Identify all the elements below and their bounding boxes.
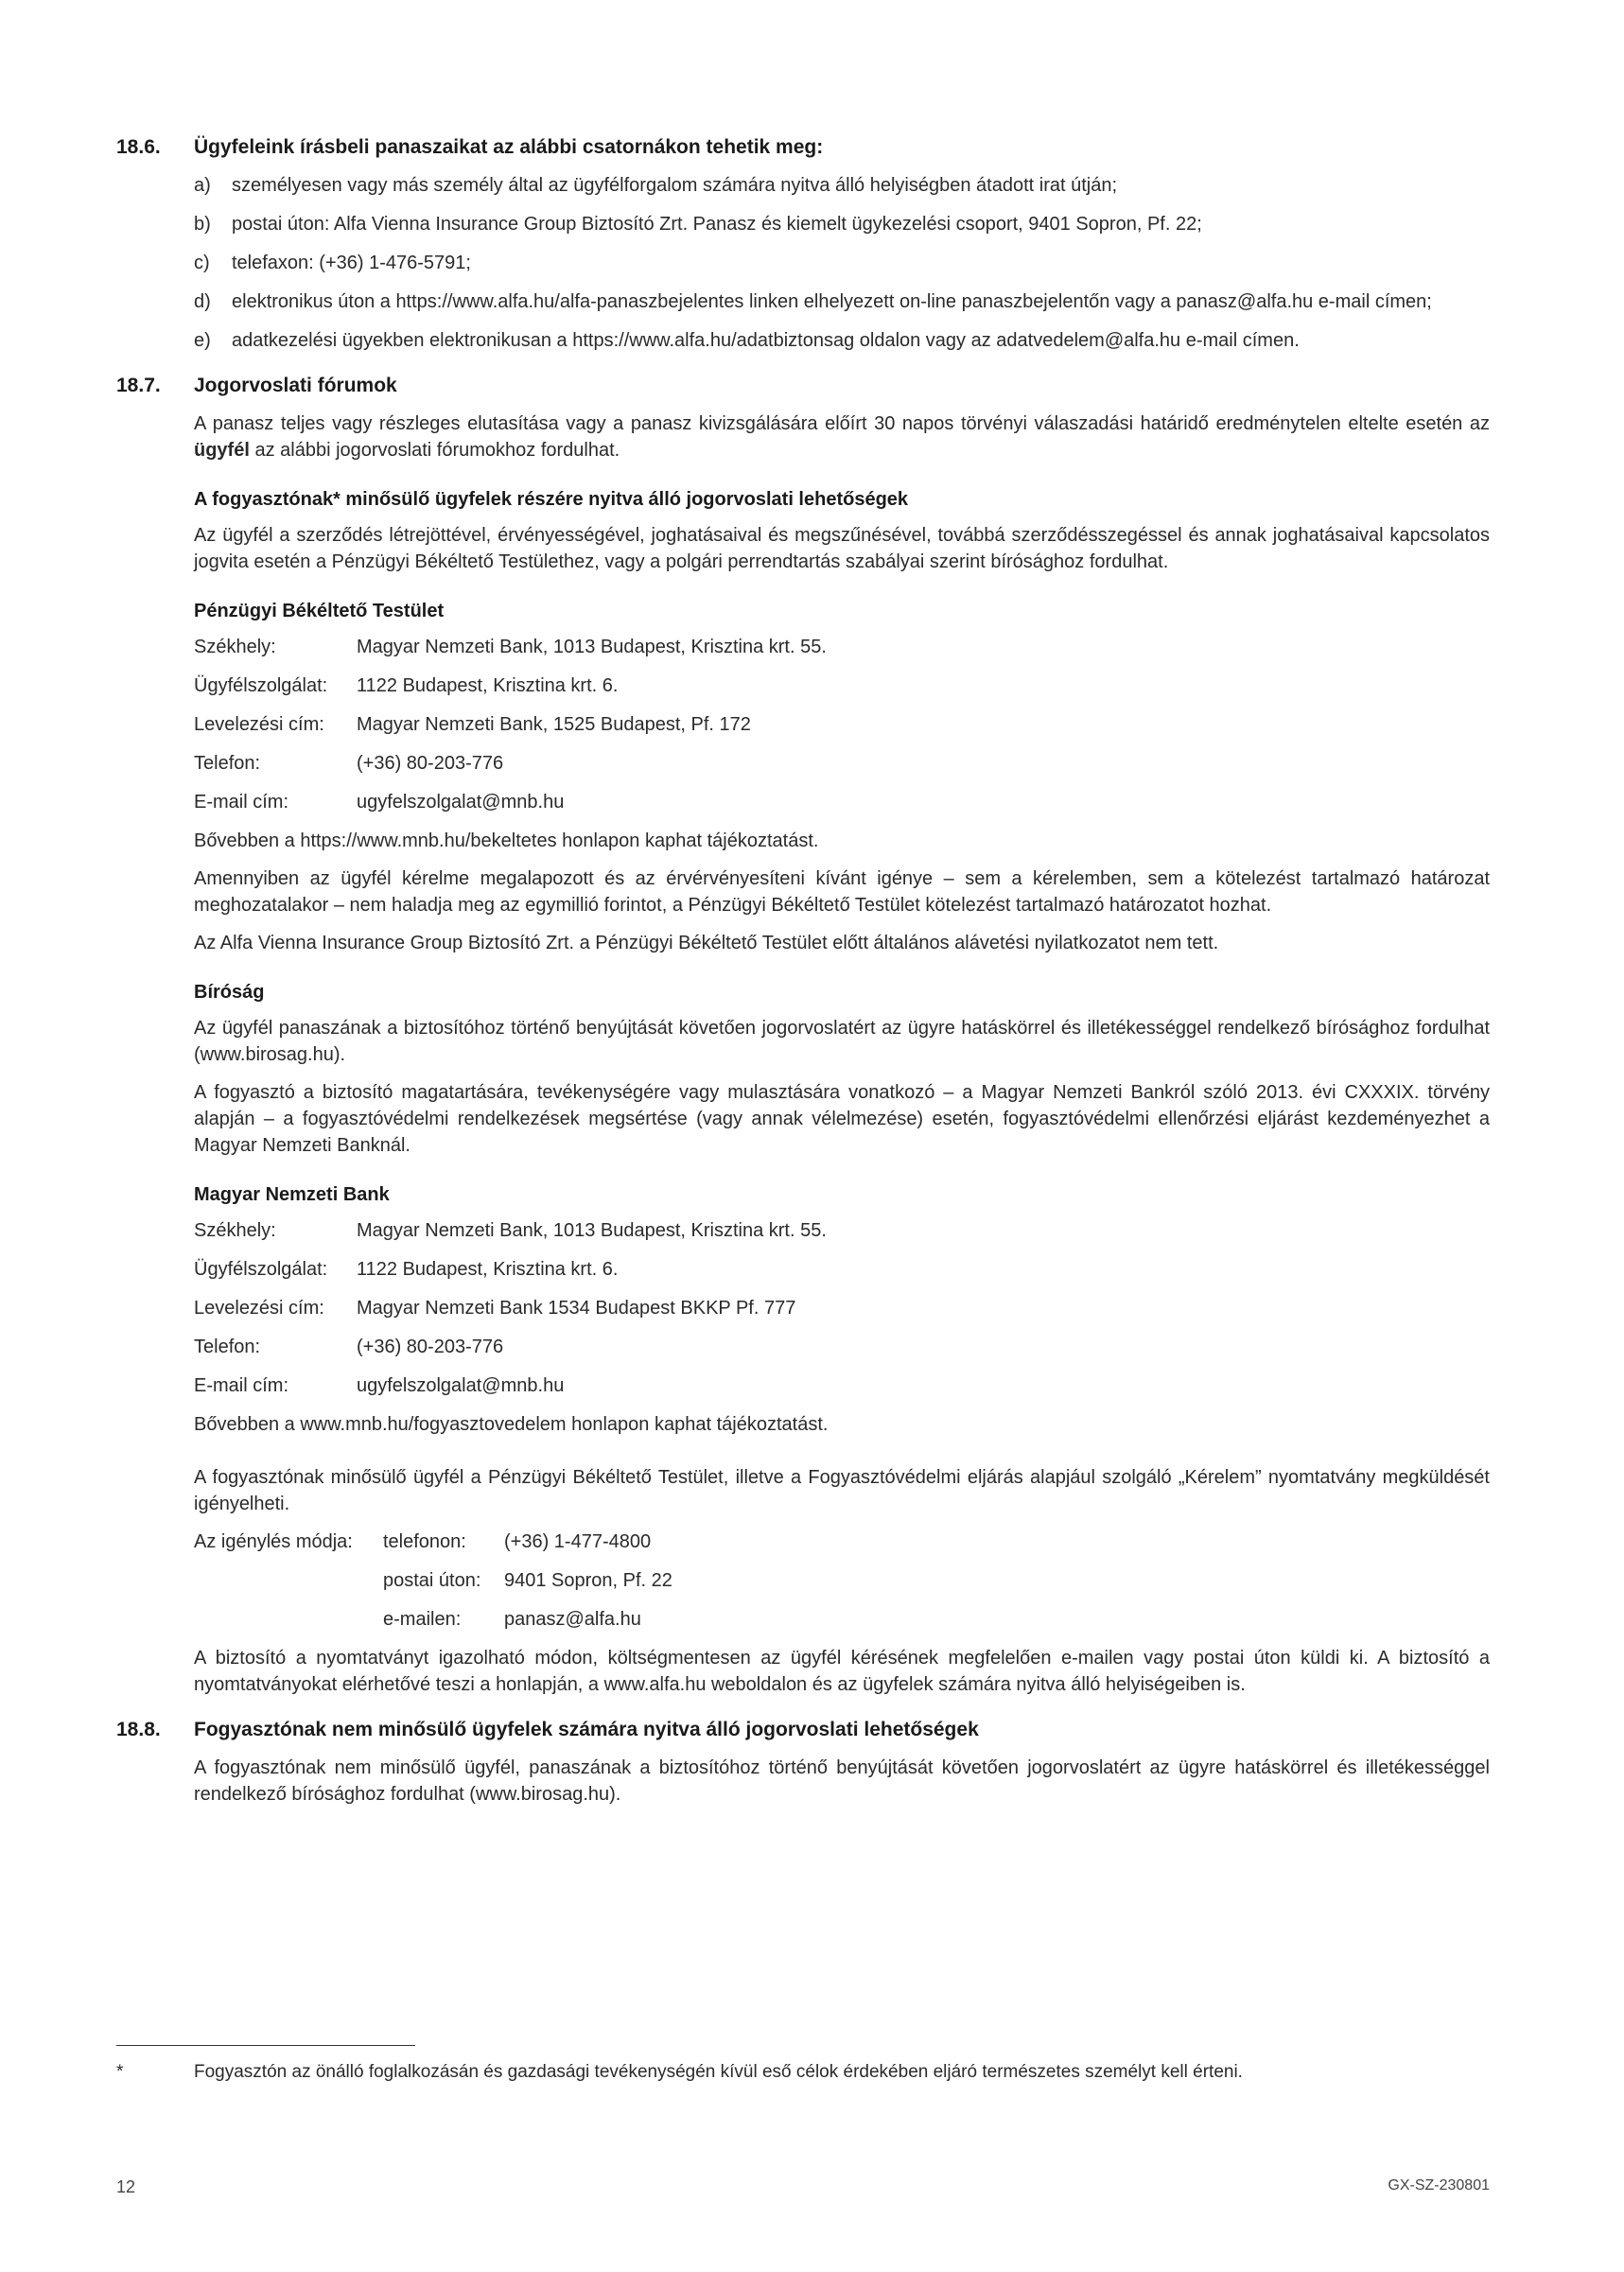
section-number: 18.8. xyxy=(116,1719,161,1740)
contact-value: Magyar Nemzeti Bank, 1013 Budapest, Krisztina krt. 55. xyxy=(357,1220,827,1241)
closing-paragraph: A biztosító a nyomtatványt igazolható módon, költségmentesen az ügyfél kérésének megfelelően e-mailen vagy postai úton küldi ki. A biztosító a nyomtatványokat elérhetővé teszi a honlapján, a www.alfa.hu weboldalon és az ügyfelek számára nyitva álló helyiségeiben is. xyxy=(194,1648,1490,1695)
pbt-contact-table xyxy=(194,634,1490,815)
contact-label: E-mail cím: xyxy=(194,1375,288,1396)
list-text: személyesen vagy más személy által az ügyfélforgalom számára nyitva álló helyiségben átadott irat útján; xyxy=(232,175,1118,196)
request-method: telefonon: xyxy=(383,1531,466,1552)
request-value: 9401 Sopron, Pf. 22 xyxy=(504,1570,672,1591)
list-letter: a) xyxy=(194,175,211,196)
section-18-7-body xyxy=(194,411,1490,1698)
contact-value: ugyfelszolgalat@mnb.hu xyxy=(357,1375,565,1396)
list-text: postai úton: Alfa Vienna Insurance Group Biztosító Zrt. Panasz és kiemelt ügykezelési csoport, 9401 Sopron, Pf. 22; xyxy=(232,214,1202,235)
contact-label: Levelezési cím: xyxy=(194,714,324,735)
court-heading: Bíróság xyxy=(194,982,265,1003)
contact-label: Székhely: xyxy=(194,637,276,657)
contact-value: (+36) 80-203-776 xyxy=(357,753,504,774)
request-value: panasz@alfa.hu xyxy=(504,1609,641,1630)
section-18-8-heading xyxy=(116,1717,1490,1743)
court-paragraph-2: A fogyasztó a biztosító magatartására, tevékenységére vagy mulasztására vonatkozó – a Magyar Nemzeti Bankról szóló 2013. évi CXXXIX. törvény alapján – a fogyasztóvédelmi rendelkezések megsértése (vagy annak vélelmezése) esetén, fogyasztóvédelmi ellenőrzési eljárást kezdeményezhet a Magyar Nemzeti Banknál. xyxy=(194,1082,1490,1156)
section-18-8-text: A fogyasztónak nem minősülő ügyfél, panaszának a biztosítóhoz történő benyújtását követően jogorvoslatért az ügyre hatáskörrel és illetékességgel rendelkező bírósághoz fordulhat (www.birosag.hu). xyxy=(194,1757,1490,1805)
contact-value: 1122 Budapest, Krisztina krt. 6. xyxy=(357,675,619,696)
pbt-heading: Pénzügyi Békéltető Testület xyxy=(194,601,445,621)
request-value: (+36) 1-477-4800 xyxy=(504,1531,652,1552)
contact-row xyxy=(194,1334,1490,1360)
mnb-heading: Magyar Nemzeti Bank xyxy=(194,1184,390,1205)
contact-row xyxy=(194,711,1490,738)
list-letter: c) xyxy=(194,253,210,273)
form-request-paragraph: A fogyasztónak minősülő ügyfél a Pénzügyi Békéltető Testület, illetve a Fogyasztóvédelmi eljárás alapjául szolgáló „Kérelem” nyomtatvány megküldését igényelheti. xyxy=(194,1467,1490,1514)
list-text: elektronikus úton a https://www.alfa.hu/alfa-panaszbejelentes linken elhelyezett on-line panaszbejelentőn vagy a panasz@alfa.hu e-mail címen; xyxy=(232,291,1432,312)
mnb-contact-table xyxy=(194,1217,1490,1399)
request-method: postai úton: xyxy=(383,1570,481,1591)
list-text: adatkezelési ügyekben elektronikusan a https://www.alfa.hu/adatbiztonsag oldalon vagy az adatvedelem@alfa.hu e-mail címen. xyxy=(232,330,1300,351)
footnote-text: Fogyasztón az önálló foglalkozásán és gazdasági tevékenységén kívül eső célok érdekében eljáró természetes személyt kell érteni. xyxy=(194,2062,1243,2082)
complaint-channels-list xyxy=(194,172,1490,354)
contact-value: Magyar Nemzeti Bank 1534 Budapest BKKP Pf. 777 xyxy=(357,1298,796,1319)
document-code: GX-SZ-230801 xyxy=(1388,2177,1490,2193)
list-text: telefaxon: (+36) 1-476-5791; xyxy=(232,253,471,273)
request-label: Az igénylés módja: xyxy=(194,1531,353,1552)
consumer-remedies-text: Az ügyfél a szerződés létrejöttével, érvényességével, joghatásaival és megszűnésével, továbbá szerződésszegéssel és annak joghatásaival kapcsolatos jogvita esetén a Pénzügyi Békéltető Testülethez, vagy a polgári perrendtartás szabályai szerint bírósághoz fordulhat. xyxy=(194,525,1490,572)
pbt-paragraph-1: Amennyiben az ügyfél kérelme megalapozott és az érvérvényesíteni kívánt igénye – sem a kérelemben, sem a kötelezést tartalmazó határozat meghozatalakor – nem haladja meg az egymillió forintot, a Pénzügyi Békéltető Testület kötelezést tartalmazó határozatot hozhat. xyxy=(194,868,1490,916)
request-method: e-mailen: xyxy=(383,1609,462,1630)
contact-label: Levelezési cím: xyxy=(194,1298,324,1319)
contact-row xyxy=(194,750,1490,777)
section-18-6-heading xyxy=(116,134,1490,161)
contact-row xyxy=(194,1295,1490,1321)
intro-paragraph xyxy=(194,411,1490,463)
section-18-7-heading xyxy=(116,373,1490,399)
list-item xyxy=(194,288,1490,315)
section-title: Fogyasztónak nem minősülő ügyfelek számára nyitva álló jogorvoslati lehetőségek xyxy=(194,1719,979,1740)
page-content xyxy=(116,134,1490,1819)
list-letter: e) xyxy=(194,330,211,351)
footnote-divider xyxy=(116,2045,415,2046)
footnote xyxy=(116,2060,1490,2085)
contact-value: ugyfelszolgalat@mnb.hu xyxy=(357,792,565,813)
intro-bold: ügyfél xyxy=(194,440,250,461)
contact-label: Telefon: xyxy=(194,1337,261,1357)
court-paragraph-1: Az ügyfél panaszának a biztosítóhoz történő benyújtását követően jogorvoslatért az ügyre hatáskörrel és illetékességgel rendelkező bírósághoz fordulhat (www.birosag.hu). xyxy=(194,1018,1490,1065)
contact-value: Magyar Nemzeti Bank, 1013 Budapest, Krisztina krt. 55. xyxy=(357,637,827,657)
section-title: Ügyfeleink írásbeli panaszaikat az alábbi csatornákon tehetik meg: xyxy=(194,136,824,158)
contact-row xyxy=(194,1217,1490,1244)
contact-value: Magyar Nemzeti Bank, 1525 Budapest, Pf. 172 xyxy=(357,714,751,735)
footnote-mark: * xyxy=(116,2062,124,2082)
section-number: 18.7. xyxy=(116,375,161,396)
list-item xyxy=(194,327,1490,354)
list-letter: d) xyxy=(194,291,211,312)
contact-label: E-mail cím: xyxy=(194,792,288,813)
section-number: 18.6. xyxy=(116,136,161,158)
list-item xyxy=(194,172,1490,199)
list-item xyxy=(194,250,1490,276)
consumer-remedies-heading: A fogyasztónak* minősülő ügyfelek részére nyitva álló jogorvoslati lehetőségek xyxy=(194,489,909,510)
section-title: Jogorvoslati fórumok xyxy=(194,375,397,396)
section-18-8-body xyxy=(194,1755,1490,1808)
contact-value: 1122 Budapest, Krisztina krt. 6. xyxy=(357,1259,619,1280)
request-row xyxy=(194,1529,1490,1555)
pbt-paragraph-2: Az Alfa Vienna Insurance Group Biztosító Zrt. a Pénzügyi Békéltető Testület előtt általános alávetési nyilatkozatot nem tett. xyxy=(194,933,1219,953)
intro-text-end: az alábbi jogorvoslati fórumokhoz fordulhat. xyxy=(249,440,620,461)
contact-label: Ügyfélszolgálat: xyxy=(194,1259,328,1280)
pbt-more-info: Bővebben a https://www.mnb.hu/bekeltetes honlapon kaphat tájékoztatást. xyxy=(194,830,819,851)
contact-row xyxy=(194,789,1490,815)
contact-row xyxy=(194,1256,1490,1283)
request-methods xyxy=(194,1529,1490,1633)
contact-row xyxy=(194,1372,1490,1399)
request-row xyxy=(194,1567,1490,1594)
list-letter: b) xyxy=(194,214,211,235)
mnb-more-info: Bővebben a www.mnb.hu/fogyasztovedelem honlapon kaphat tájékoztatást. xyxy=(194,1414,829,1435)
contact-label: Ügyfélszolgálat: xyxy=(194,675,328,696)
contact-row xyxy=(194,634,1490,660)
contact-label: Telefon: xyxy=(194,753,261,774)
contact-label: Székhely: xyxy=(194,1220,276,1241)
contact-value: (+36) 80-203-776 xyxy=(357,1337,504,1357)
list-item xyxy=(194,211,1490,237)
request-row xyxy=(194,1606,1490,1633)
contact-row xyxy=(194,673,1490,699)
page-number: 12 xyxy=(116,2177,136,2196)
request-label-empty xyxy=(194,1606,383,1633)
intro-text: A panasz teljes vagy részleges elutasítása vagy a panasz kivizsgálására előírt 30 napos törvényi válaszadási határidő eredménytelen eltelte esetén az xyxy=(194,413,1490,434)
request-label-empty xyxy=(194,1567,383,1594)
